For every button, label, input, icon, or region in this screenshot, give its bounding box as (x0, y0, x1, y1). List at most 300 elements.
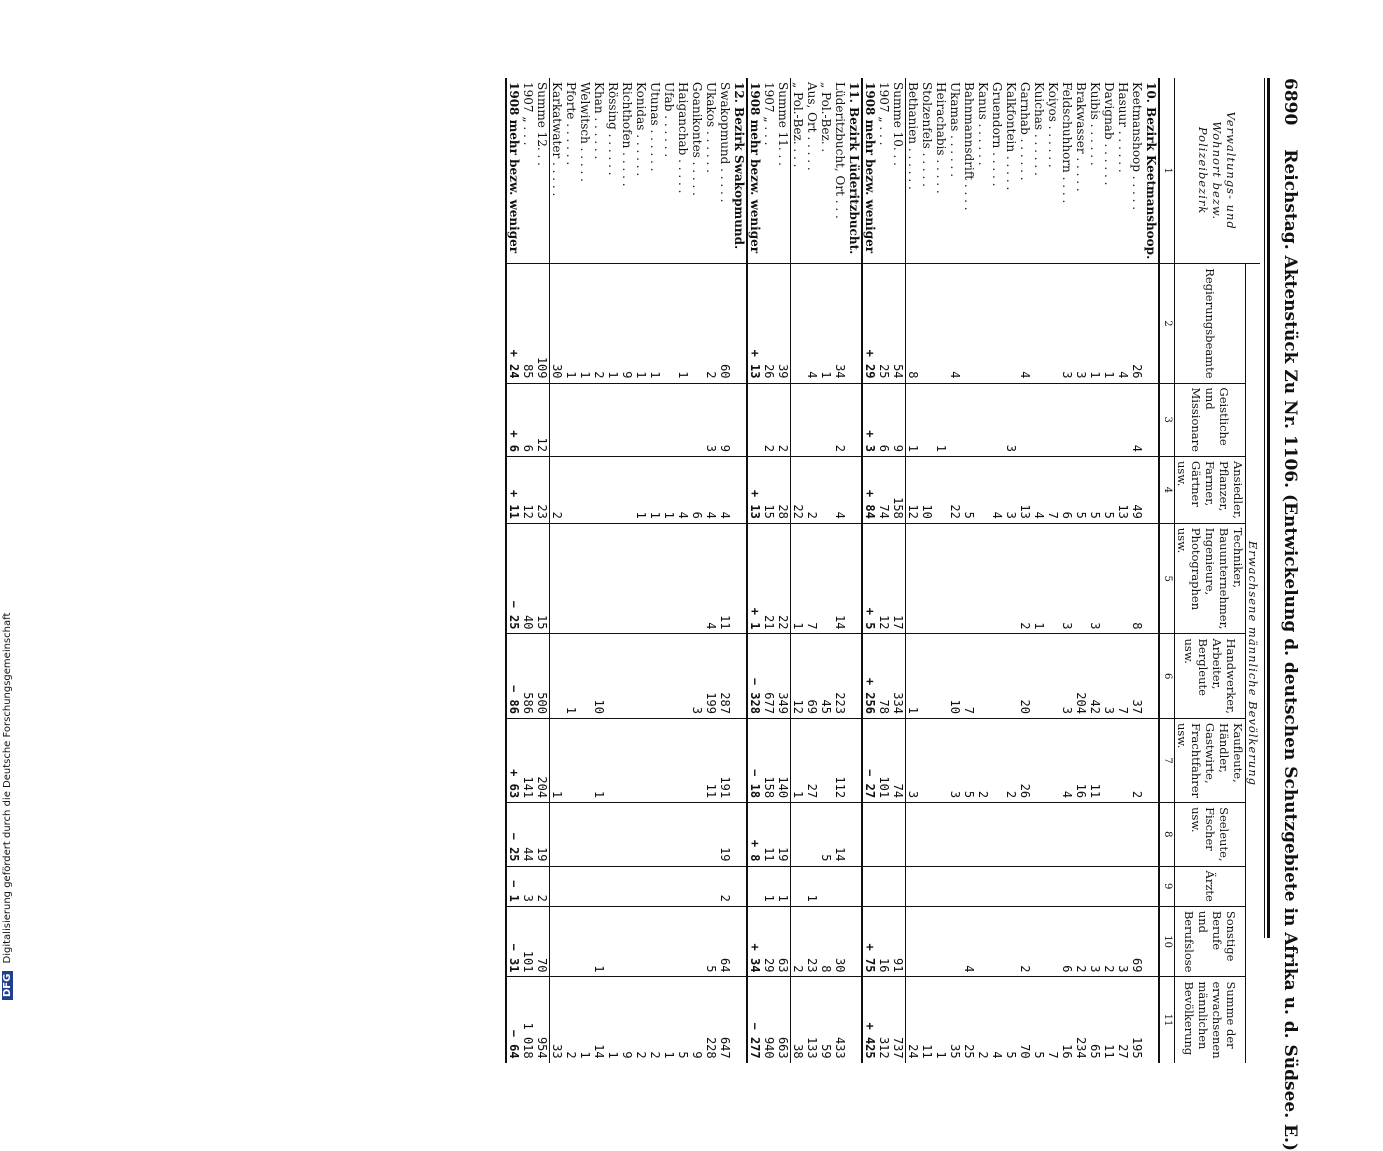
table-cell: + 11 (506, 456, 521, 523)
table-cell (1116, 866, 1130, 906)
row-label: Lüderitzbucht, Ort . . . (833, 82, 847, 219)
table-cell (990, 866, 1004, 906)
row-label: Davignab . . . . . . (1102, 82, 1116, 186)
table-cell (732, 634, 747, 718)
table-cell (990, 264, 1004, 383)
table-cell: 7 (1046, 977, 1060, 1063)
table-cell: 1 (606, 977, 620, 1063)
table-cell (550, 634, 565, 718)
table-cell: 2 (592, 264, 606, 383)
table-row (564, 78, 578, 1063)
table-cell: 19 (718, 803, 732, 866)
table-cell (676, 718, 690, 802)
table-cell: 9 (620, 977, 634, 1063)
table-cell (676, 383, 690, 456)
table-cell (1074, 803, 1088, 866)
table-cell (606, 803, 620, 866)
table-cell (648, 906, 662, 977)
table-cell: 228 (704, 977, 718, 1063)
table-cell (1144, 718, 1159, 802)
header-rule (1267, 78, 1270, 938)
table-cell: 6 (521, 383, 535, 456)
table-cell: 4 (962, 906, 976, 977)
table-cell (662, 803, 676, 866)
table-cell: 5 (1102, 456, 1116, 523)
table-cell (1004, 523, 1018, 634)
table-row (606, 78, 620, 1063)
sum-row (776, 78, 791, 1063)
row-label: Haiganchab . . . . . (676, 82, 690, 194)
table-cell (1032, 866, 1046, 906)
table-cell (1004, 634, 1018, 718)
table-cell (976, 634, 990, 718)
table-cell: 65 (1088, 977, 1102, 1063)
table-cell (976, 456, 990, 523)
table-cell: 4 (833, 456, 847, 523)
table-cell: 30 (550, 264, 565, 383)
table-cell (962, 803, 976, 866)
table-cell (676, 866, 690, 906)
table-cell: 1 (934, 977, 948, 1063)
table-cell: 38 (791, 977, 806, 1063)
side-note (2, 20, 20, 1000)
table-cell: 101 (877, 718, 891, 802)
table-cell: + 425 (862, 977, 877, 1063)
table-cell: 12 (535, 383, 550, 456)
table-cell: 2 (1130, 718, 1144, 802)
table-cell (847, 634, 862, 718)
row-label: Garnhab . . . . . . (1018, 82, 1032, 181)
table-cell (606, 866, 620, 906)
table-cell: 14 (833, 803, 847, 866)
table-cell: 11 (718, 523, 732, 634)
table-cell: 2 (762, 383, 776, 456)
table-row (906, 78, 921, 1063)
table-cell: 27 (1116, 977, 1130, 1063)
table-cell: 1 (550, 718, 565, 802)
table-cell (634, 803, 648, 866)
table-cell: 49 (1130, 456, 1144, 523)
table-cell: 16 (877, 906, 891, 977)
table-cell (833, 866, 847, 906)
table-cell (990, 523, 1004, 634)
row-label: Ufab . . . . . . (662, 82, 676, 158)
table-cell (732, 456, 747, 523)
row-label: Konidas . . . . . . (634, 82, 648, 177)
table-cell: 13 (1116, 456, 1130, 523)
table-cell: 25 (962, 977, 976, 1063)
table-cell (620, 523, 634, 634)
table-cell: 940 (762, 977, 776, 1063)
table-cell (634, 383, 648, 456)
table-cell (1116, 383, 1130, 456)
table-cell (805, 803, 819, 866)
table-cell: 8 (1130, 523, 1144, 634)
table-cell: 1 (934, 383, 948, 456)
row-label: 1907 „ . . . (521, 82, 535, 146)
table-cell: 20 (1018, 634, 1032, 718)
table-cell: 2 (550, 456, 565, 523)
table-cell: 34 (833, 264, 847, 383)
table-cell (662, 383, 676, 456)
table-cell (990, 906, 1004, 977)
table-cell: 204 (1074, 634, 1088, 718)
table-cell: 69 (1130, 906, 1144, 977)
table-cell: 2 (704, 264, 718, 383)
row-label: 11. Bezirk Lüderitzbucht. (847, 82, 861, 255)
table-cell: 4 (1116, 264, 1130, 383)
table-cell: 334 (891, 634, 906, 718)
table-cell: 2 (648, 977, 662, 1063)
table-cell: 647 (718, 977, 732, 1063)
table-cell (862, 803, 877, 866)
column-number: 3 (1159, 383, 1175, 456)
table-cell: 22 (791, 456, 806, 523)
table-cell (648, 718, 662, 802)
table-cell: 3 (1004, 383, 1018, 456)
table-cell (732, 264, 747, 383)
table-cell: 433 (833, 977, 847, 1063)
table-cell (962, 383, 976, 456)
table-cell: 954 (535, 977, 550, 1063)
table-cell (1046, 264, 1060, 383)
row-label: Utunas . . . . . . (648, 82, 662, 172)
table-cell: 44 (521, 803, 535, 866)
table-cell (550, 383, 565, 456)
row-label: 1908 mehr bezw. weniger (747, 78, 762, 264)
table-body (506, 78, 1159, 1063)
table-cell: 22 (948, 456, 962, 523)
table-cell (1102, 866, 1116, 906)
table-cell (1102, 523, 1116, 634)
table-cell (1130, 803, 1144, 866)
table-cell (920, 718, 934, 802)
table-cell: 6 (690, 456, 704, 523)
table-cell (592, 523, 606, 634)
table-cell (620, 456, 634, 523)
table-row (962, 78, 976, 1063)
table-cell: 26 (1018, 718, 1032, 802)
difference-row (506, 78, 521, 1063)
table-cell (1018, 383, 1032, 456)
table-cell: 2 (976, 977, 990, 1063)
table-cell: 1 (578, 977, 592, 1063)
page-number: 6890 (1280, 78, 1300, 126)
table-cell: 63 (776, 906, 791, 977)
table-row (1088, 78, 1102, 1063)
table-cell (791, 803, 806, 866)
table-cell: 21 (762, 523, 776, 634)
table-cell (606, 718, 620, 802)
row-label: Hasuur . . . . . . (1116, 82, 1130, 173)
table-cell: 4 (718, 456, 732, 523)
table-cell: − 1 (506, 866, 521, 906)
table-cell (578, 718, 592, 802)
table-cell: 234 (1074, 977, 1088, 1063)
table-cell (1130, 866, 1144, 906)
table-row (1102, 78, 1116, 1063)
table-cell: 16 (1074, 718, 1088, 802)
table-cell (578, 523, 592, 634)
table-cell: 2 (1102, 906, 1116, 977)
table-cell: 3 (690, 634, 704, 718)
table-cell (578, 383, 592, 456)
table-cell (976, 803, 990, 866)
table-cell: 14 (592, 977, 606, 1063)
table-cell: 26 (1130, 264, 1144, 383)
table-cell: 23 (535, 456, 550, 523)
table-cell: 1 (662, 977, 676, 1063)
table-row (1032, 78, 1046, 1063)
table-row (819, 78, 833, 1063)
table-row (521, 78, 535, 1063)
table-cell: 5 (962, 718, 976, 802)
table-cell: 5 (676, 977, 690, 1063)
row-label: Brakwasser . . . . . (1074, 82, 1088, 192)
table-cell (564, 523, 578, 634)
table-cell (948, 523, 962, 634)
table-cell: 349 (776, 634, 791, 718)
table-cell: 5 (1074, 456, 1088, 523)
table-cell (962, 264, 976, 383)
table-cell: 3 (1074, 264, 1088, 383)
table-cell (620, 803, 634, 866)
table-cell: 60 (718, 264, 732, 383)
table-cell (791, 383, 806, 456)
table-cell: 2 (1074, 906, 1088, 977)
table-cell (847, 977, 862, 1063)
row-label: Stolzenfels . . . . . (920, 82, 934, 187)
table-cell (1046, 523, 1060, 634)
table-cell: 4 (1032, 456, 1046, 523)
row-label: Keetmanshoop . . . . . (1130, 82, 1144, 211)
table-row (676, 78, 690, 1063)
table-cell (819, 718, 833, 802)
section-row (1144, 78, 1159, 1063)
table-cell: 69 (805, 634, 819, 718)
table-row (1116, 78, 1130, 1063)
table-cell (662, 264, 676, 383)
table-cell (1032, 383, 1046, 456)
table-cell (920, 634, 934, 718)
table-cell (732, 383, 747, 456)
table-cell (1018, 803, 1032, 866)
table-cell: + 256 (862, 634, 877, 718)
table-cell (1144, 634, 1159, 718)
table-cell: 74 (877, 456, 891, 523)
table-cell (934, 803, 948, 866)
column-header: Kaufleute, Händler, Gastwirte, Frachtfahrer usw. (1175, 718, 1246, 802)
table-cell: + 3 (862, 383, 877, 456)
table-cell (1088, 866, 1102, 906)
table-cell: 70 (535, 906, 550, 977)
table-cell (704, 866, 718, 906)
table-cell (732, 866, 747, 906)
table-cell (1004, 906, 1018, 977)
table-cell (976, 264, 990, 383)
table-cell: 3 (906, 718, 921, 802)
column-number: 5 (1159, 523, 1175, 634)
table-cell (676, 906, 690, 977)
row-label: 1908 mehr bezw. weniger (862, 78, 877, 264)
table-cell (732, 523, 747, 634)
table-cell: + 84 (862, 456, 877, 523)
row-label: Kanus . . . . . . (976, 82, 990, 166)
table-row (690, 78, 704, 1063)
table-cell (1032, 634, 1046, 718)
table-cell: 54 (891, 264, 906, 383)
table-cell (847, 906, 862, 977)
table-cell: 16 (1060, 977, 1074, 1063)
table-cell: 204 (535, 718, 550, 802)
row-label: 1907 „ . . . (877, 82, 891, 146)
column-number: 7 (1159, 718, 1175, 802)
column-number: 11 (1159, 977, 1175, 1063)
table-cell: + 5 (862, 523, 877, 634)
table-cell (862, 866, 877, 906)
table-row (1018, 78, 1032, 1063)
table-cell (676, 634, 690, 718)
table-cell (1018, 866, 1032, 906)
row-label: Gruendorn . . . . . (990, 82, 1004, 187)
table-cell (1032, 906, 1046, 977)
table-row (648, 78, 662, 1063)
table-row (833, 78, 847, 1063)
column-number: 10 (1159, 906, 1175, 977)
table-cell (747, 866, 762, 906)
row-label: Rössing . . . . . . (606, 82, 620, 176)
table-cell (990, 718, 1004, 802)
table-cell (1144, 456, 1159, 523)
table-cell: 2 (718, 866, 732, 906)
table-cell (1144, 264, 1159, 383)
table-cell (732, 906, 747, 977)
table-cell: 6 (877, 383, 891, 456)
table-row (550, 78, 565, 1063)
table-cell: 14 (833, 523, 847, 634)
table-cell (1046, 803, 1060, 866)
table-cell: 11 (1088, 718, 1102, 802)
table-cell: 5 (704, 906, 718, 977)
table-cell (1046, 718, 1060, 802)
table-cell: 4 (805, 264, 819, 383)
table-cell (805, 383, 819, 456)
table-cell (1144, 977, 1159, 1063)
row-label: Ukamas . . . . . . (948, 82, 962, 178)
table-cell: + 63 (506, 718, 521, 802)
table-cell: 1 (906, 383, 921, 456)
table-cell (990, 803, 1004, 866)
table-cell: 3 (704, 383, 718, 456)
table-cell: 1 (1032, 523, 1046, 634)
group-header: Erwachsene männliche Bevölkerung (1246, 264, 1261, 1063)
table-cell (676, 523, 690, 634)
table-cell (592, 456, 606, 523)
table-cell (578, 634, 592, 718)
table-cell: 3 (521, 866, 535, 906)
row-label: Welwitsch . . . . . (578, 82, 592, 182)
row-label: Summe 11. . . (776, 78, 791, 264)
table-cell: + 34 (747, 906, 762, 977)
table-cell (1144, 523, 1159, 634)
table-cell (690, 906, 704, 977)
table-cell (920, 803, 934, 866)
table-cell: 10 (948, 634, 962, 718)
table-cell (934, 523, 948, 634)
table-cell: 2 (634, 977, 648, 1063)
table-cell (906, 523, 921, 634)
table-cell (732, 977, 747, 1063)
table-cell: 4 (948, 264, 962, 383)
table-cell: 4 (676, 456, 690, 523)
table-cell: 19 (535, 803, 550, 866)
table-row (791, 78, 806, 1063)
table-cell (847, 803, 862, 866)
table-cell (847, 523, 862, 634)
table-cell (662, 906, 676, 977)
table-row (1046, 78, 1060, 1063)
table-cell (648, 523, 662, 634)
table-cell (1102, 803, 1116, 866)
table-cell: 2 (776, 383, 791, 456)
table-cell: 1 (634, 456, 648, 523)
table-cell (847, 718, 862, 802)
table-cell: 3 (1060, 523, 1074, 634)
table-cell (592, 383, 606, 456)
table-cell (690, 718, 704, 802)
table-cell (662, 866, 676, 906)
column-number: 8 (1159, 803, 1175, 866)
table-cell: 2 (1018, 523, 1032, 634)
table-cell (1046, 634, 1060, 718)
table-cell (578, 866, 592, 906)
column-header: Regierungsbeamte (1175, 264, 1246, 383)
table-cell: 1 (906, 634, 921, 718)
table-cell: 9 (718, 383, 732, 456)
table-row (1004, 78, 1018, 1063)
table-cell: 2 (791, 906, 806, 977)
table-row (704, 78, 718, 1063)
table-cell (690, 264, 704, 383)
row-label: Aus, Ort . . . . . (805, 82, 819, 171)
table-cell (819, 866, 833, 906)
column-number: 9 (1159, 866, 1175, 906)
table-cell: 9 (620, 264, 634, 383)
table-cell: − 25 (506, 523, 521, 634)
row-label: Richthofen . . . . . (620, 82, 634, 187)
table-row (718, 78, 732, 1063)
table-cell: 1 (634, 264, 648, 383)
row-label: „ Pol.-Bez. . (819, 82, 833, 153)
table-cell: 12 (877, 523, 891, 634)
table-cell: 191 (718, 718, 732, 802)
table-cell (819, 456, 833, 523)
row-label: Ukakos . . . . . . (704, 82, 718, 173)
table-cell: 1 (578, 264, 592, 383)
table-cell (606, 456, 620, 523)
table-cell: 10 (920, 456, 934, 523)
table-cell: 2 (1004, 718, 1018, 802)
table-cell (962, 866, 976, 906)
table-row (990, 78, 1004, 1063)
table-cell (550, 803, 565, 866)
table-cell: 11 (704, 718, 718, 802)
table-cell (1116, 718, 1130, 802)
table-cell (662, 634, 676, 718)
table-cell: 101 (521, 906, 535, 977)
table-cell: 17 (891, 523, 906, 634)
table-cell (934, 456, 948, 523)
